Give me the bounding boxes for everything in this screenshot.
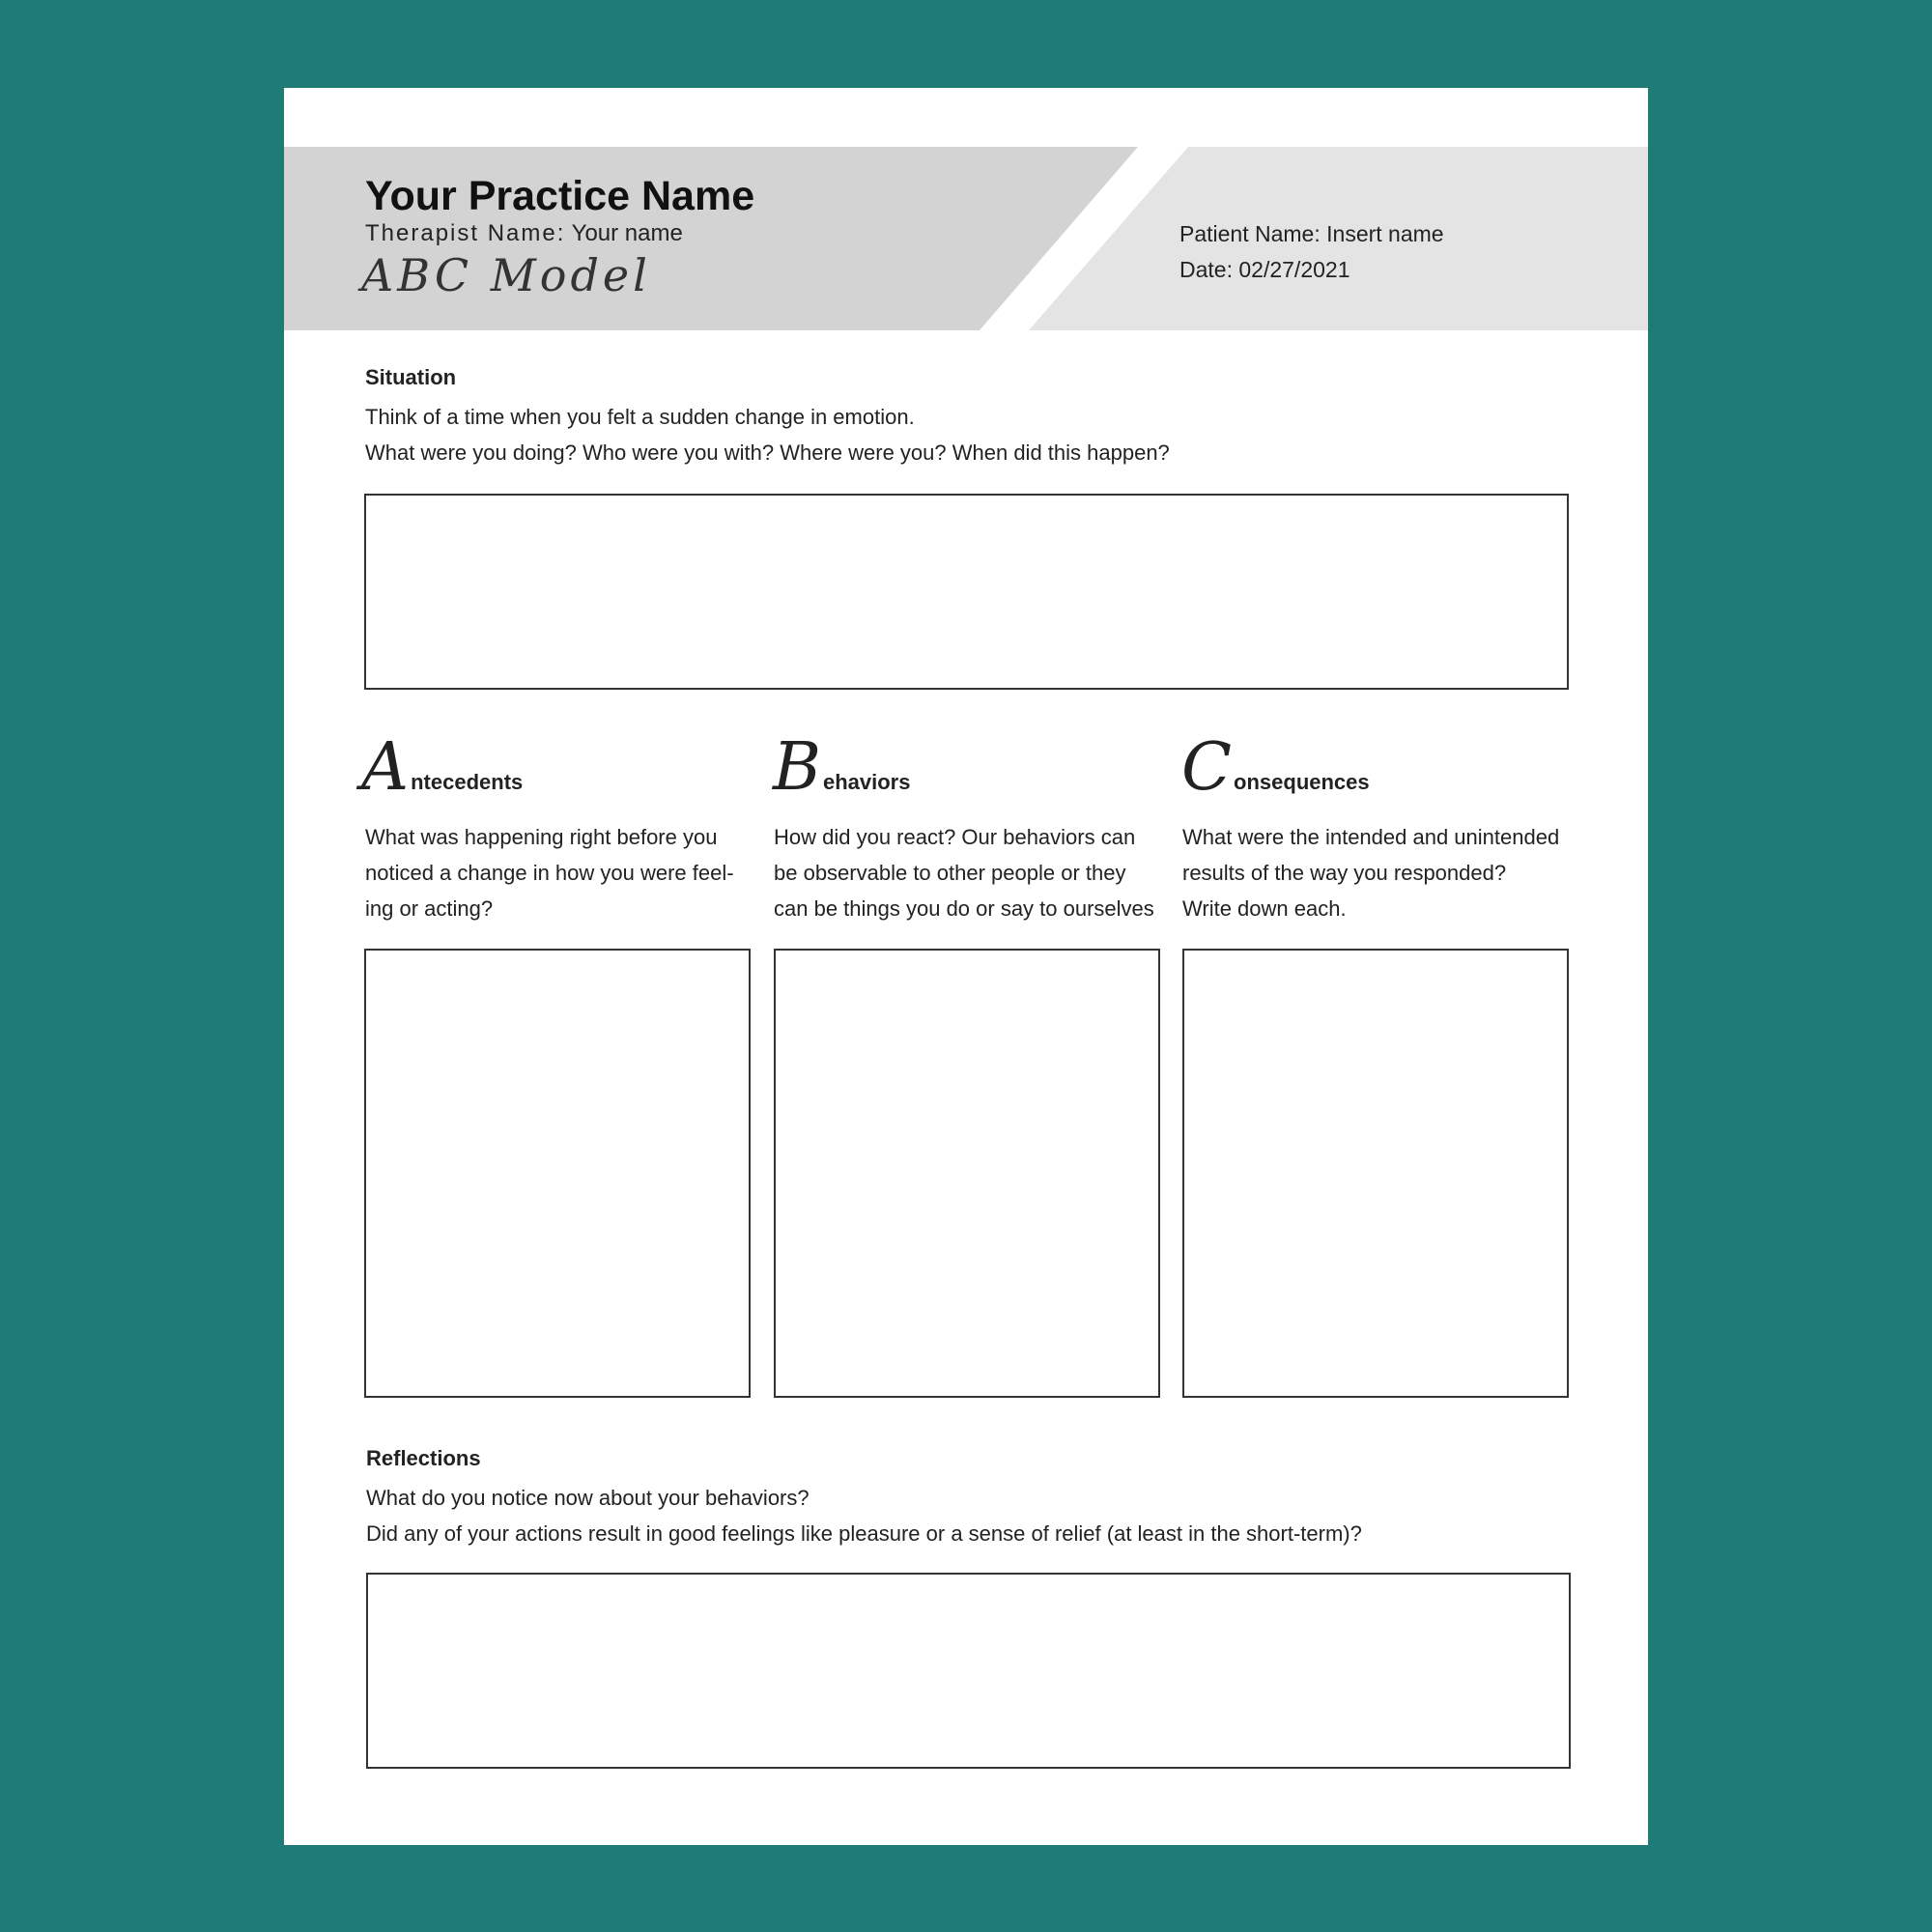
consequences-initial: C	[1181, 729, 1233, 806]
date-value[interactable]: 02/27/2021	[1238, 257, 1350, 282]
consequences-prompt-line: results of the way you responded?	[1182, 861, 1507, 885]
consequences-heading-text: onsequences	[1234, 770, 1370, 794]
behaviors-prompt	[774, 819, 1154, 926]
consequences-prompt-line: Write down each.	[1182, 896, 1347, 921]
therapist-name-value[interactable]: Your name	[571, 220, 683, 246]
situation-prompt-line: Think of a time when you felt a sudden change in emotion.	[365, 405, 915, 429]
reflections-title: Reflections	[366, 1446, 481, 1470]
consequences-prompt	[1182, 819, 1559, 926]
antecedents-prompt-line: noticed a change in how you were feel-	[365, 861, 734, 885]
worksheet-page	[284, 88, 1648, 1845]
form-title: ABC Model	[361, 249, 651, 301]
reflections-prompt-line: Did any of your actions result in good feelings like pleasure or a sense of relief (at least in the short-term)?	[366, 1521, 1362, 1546]
reflections-prompt	[366, 1480, 1362, 1551]
consequences-prompt-line: What were the intended and unintended	[1182, 825, 1560, 849]
practice-name: Your Practice Name	[365, 173, 755, 219]
antecedents-initial: A	[361, 729, 410, 806]
behaviors-prompt-line: can be things you do or say to ourselves	[774, 896, 1154, 921]
reflections-answer-box[interactable]	[366, 1573, 1571, 1769]
reflections-prompt-line: What do you notice now about your behaviors?	[366, 1486, 810, 1510]
date-label: Date:	[1179, 257, 1233, 282]
consequences-heading	[1181, 729, 1370, 806]
antecedents-prompt-line: What was happening right before you	[365, 825, 718, 849]
behaviors-prompt-line: How did you react? Our behaviors can	[774, 825, 1136, 849]
situation-prompt-line: What were you doing? Who were you with? Where were you? When did this happen?	[365, 440, 1170, 465]
antecedents-prompt-line: ing or acting?	[365, 896, 494, 921]
situation-answer-box[interactable]	[364, 494, 1569, 690]
behaviors-initial: B	[773, 729, 821, 806]
behaviors-answer-box[interactable]	[774, 949, 1160, 1398]
behaviors-prompt-line: be observable to other people or they	[774, 861, 1126, 885]
date-line	[1179, 257, 1350, 283]
antecedents-prompt	[365, 819, 734, 926]
patient-name-label: Patient Name:	[1179, 221, 1321, 246]
therapist-name-label: Therapist Name:	[365, 220, 566, 246]
therapist-name-line	[365, 220, 683, 247]
patient-name-line	[1179, 221, 1444, 247]
patient-name-value[interactable]: Insert name	[1326, 221, 1444, 246]
antecedents-heading-text: ntecedents	[411, 770, 524, 794]
behaviors-heading	[773, 729, 911, 806]
antecedents-answer-box[interactable]	[364, 949, 751, 1398]
antecedents-heading	[361, 729, 524, 806]
consequences-answer-box[interactable]	[1182, 949, 1569, 1398]
behaviors-heading-text: ehaviors	[822, 770, 911, 794]
situation-title: Situation	[365, 365, 457, 389]
situation-prompt	[365, 399, 1170, 470]
